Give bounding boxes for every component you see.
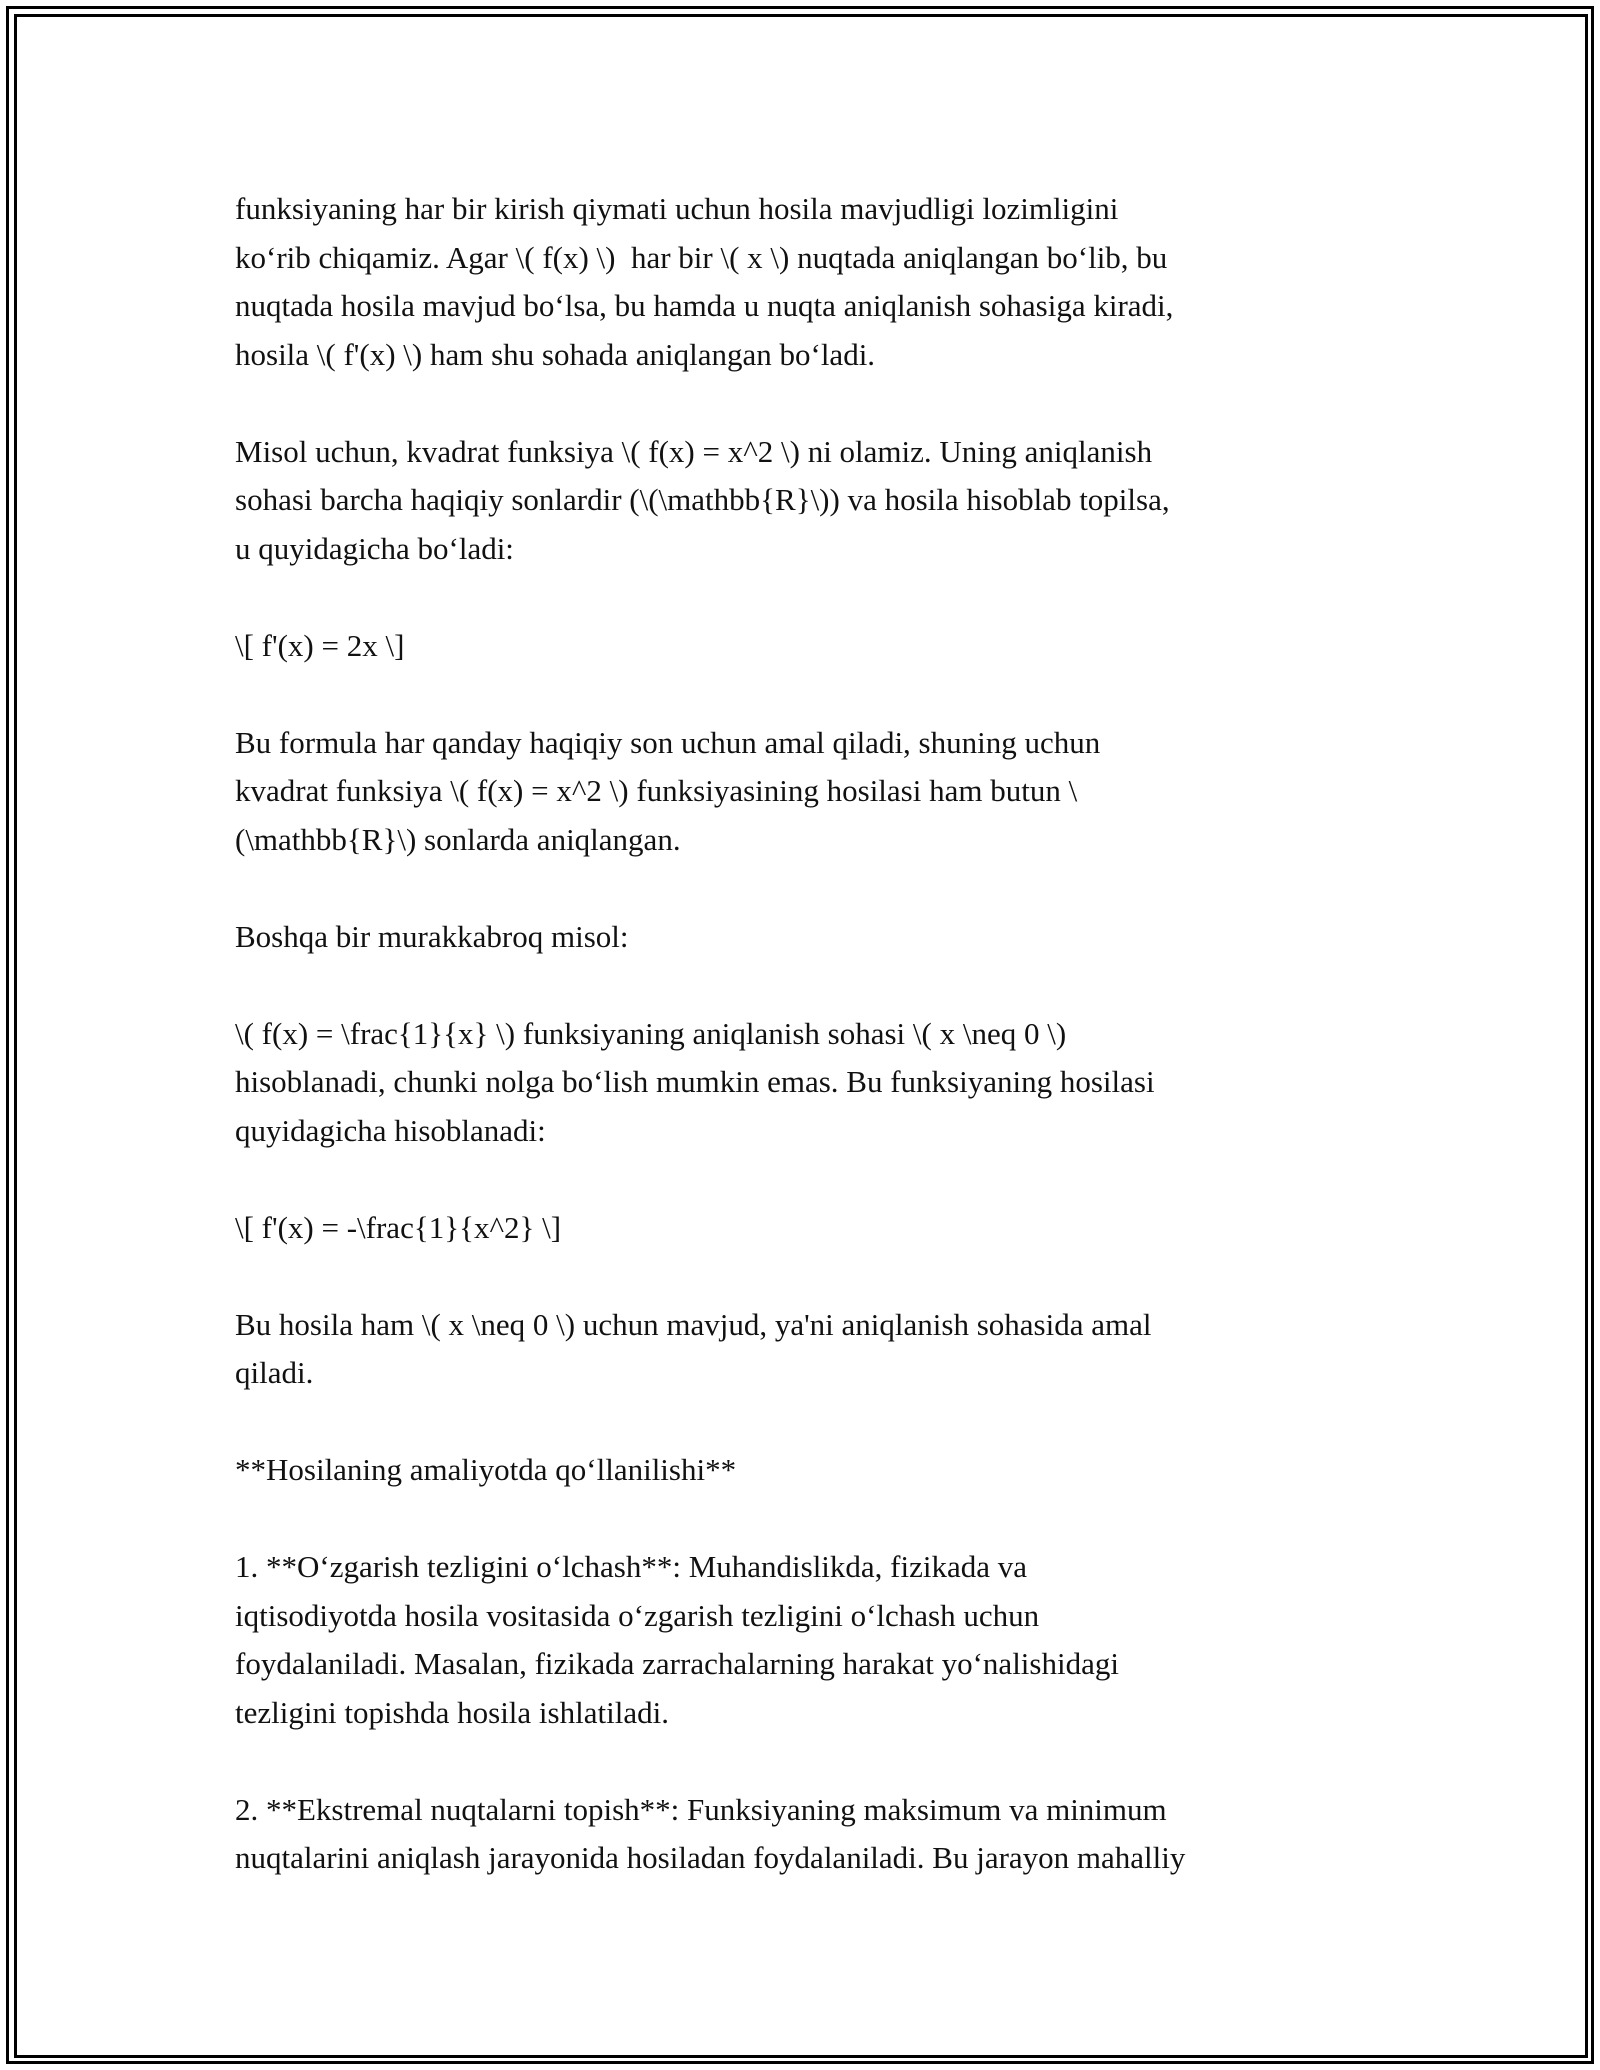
paragraph-spacer: [235, 1737, 1385, 1786]
paragraph: [235, 428, 1385, 574]
text-line: u quyidagicha bo‘ladi:: [235, 530, 514, 566]
text-line: 1. **O‘zgarish tezligini o‘lchash**: Muhandislikda, fizikada va: [235, 1549, 1028, 1584]
text-line: 2. **Ekstremal nuqtalarni topish**: Funksiyaning maksimum va minimum: [235, 1791, 1167, 1827]
paragraph: [235, 1301, 1385, 1398]
list-item: [235, 1543, 1385, 1737]
heading-line: **Hosilaning amaliyotda qo‘llanilishi**: [235, 1452, 737, 1487]
text-line: funksiyaning har bir kirish qiymati uchun hosila mavjudligi lozimligini: [235, 191, 1119, 226]
paragraph: [235, 185, 1385, 379]
text-line: tezligini topishda hosila ishlatiladi.: [235, 1694, 669, 1730]
formula-line: \[ f'(x) = 2x \]: [235, 627, 405, 663]
text-line: hosila \( f'(x) \) ham shu sohada aniqlangan bo‘ladi.: [235, 336, 876, 372]
formula-line: \[ f'(x) = -\frac{1}{x^2} \]: [235, 1209, 562, 1245]
text-line: nuqtada hosila mavjud bo‘lsa, bu hamda u nuqta aniqlanish sohasiga kiradi,: [235, 288, 1174, 323]
formula-block: [235, 1204, 1385, 1253]
text-line: (\mathbb{R}\) sonlarda aniqlangan.: [235, 821, 681, 857]
document-page: [235, 185, 1385, 1883]
text-line: sohasi barcha haqiqiy sonlardir (\(\mathbb{R}\)) va hosila hisoblab topilsa,: [235, 482, 1170, 517]
text-line: \( f(x) = \frac{1}{x} \) funksiyaning aniqlanish sohasi \( x \neq 0 \): [235, 1015, 1067, 1051]
paragraph-spacer: [235, 961, 1385, 1010]
list-item: [235, 1786, 1385, 1883]
text-line: ko‘rib chiqamiz. Agar \( f(x) \) har bir \( x \) nuqtada aniqlangan bo‘lib, bu: [235, 239, 1168, 275]
paragraph-spacer: [235, 573, 1385, 622]
text-line: hisoblanadi, chunki nolga bo‘lish mumkin emas. Bu funksiyaning hosilasi: [235, 1064, 1155, 1099]
paragraph-spacer: [235, 1155, 1385, 1204]
paragraph-spacer: [235, 864, 1385, 913]
paragraph-spacer: [235, 1252, 1385, 1301]
text-line: quyidagicha hisoblanadi:: [235, 1112, 546, 1148]
text-line: Misol uchun, kvadrat funksiya \( f(x) = x^2 \) ni olamiz. Uning aniqlanish: [235, 433, 1153, 469]
text-line: iqtisodiyotda hosila vositasida o‘zgarish tezligini o‘lchash uchun: [235, 1597, 1040, 1633]
paragraph: [235, 913, 1385, 962]
text-line: qiladi.: [235, 1355, 314, 1390]
text-line: kvadrat funksiya \( f(x) = x^2 \) funksiyasining hosilasi ham butun \: [235, 773, 1078, 808]
text-line: foydalaniladi. Masalan, fizikada zarrachalarning harakat yo‘nalishidagi: [235, 1646, 1119, 1681]
section-heading: [235, 1446, 1385, 1495]
paragraph: [235, 719, 1385, 865]
paragraph-spacer: [235, 379, 1385, 428]
text-line: nuqtalarini aniqlash jarayonida hosiladan foydalaniladi. Bu jarayon mahalliy: [235, 1840, 1186, 1875]
paragraph-spacer: [235, 670, 1385, 719]
text-line: Bu formula har qanday haqiqiy son uchun amal qiladi, shuning uchun: [235, 724, 1101, 760]
formula-block: [235, 622, 1385, 671]
text-line: Bu hosila ham \( x \neq 0 \) uchun mavjud, ya'ni aniqlanish sohasida amal: [235, 1306, 1152, 1342]
paragraph-spacer: [235, 1495, 1385, 1544]
paragraph: [235, 1010, 1385, 1156]
text-line: Boshqa bir murakkabroq misol:: [235, 918, 629, 954]
paragraph-spacer: [235, 1398, 1385, 1447]
